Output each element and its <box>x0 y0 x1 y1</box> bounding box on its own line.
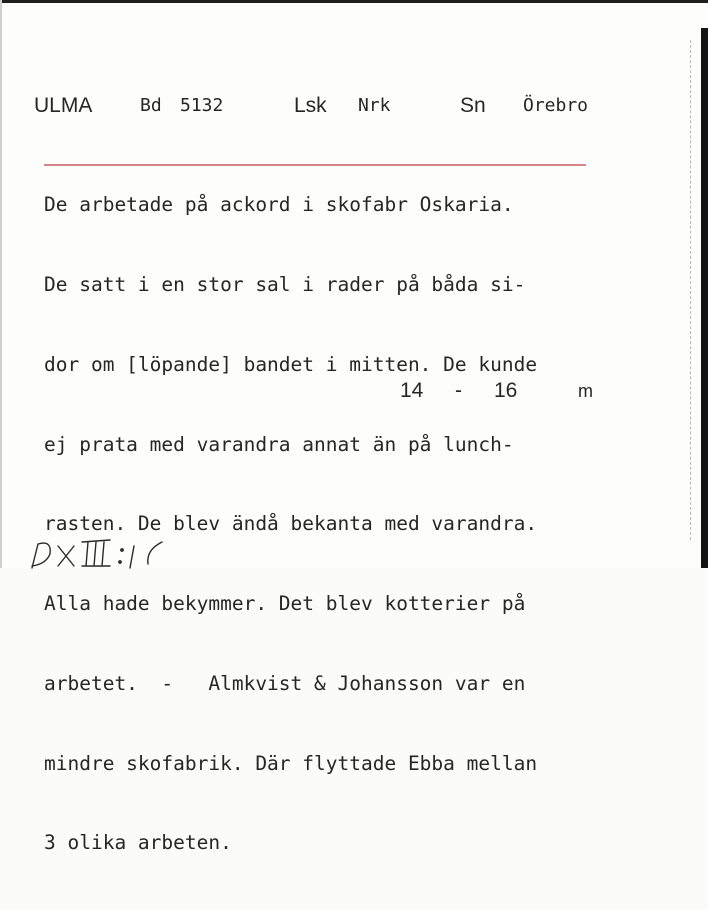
lsk-value: Nrk <box>358 95 391 116</box>
handwritten-archive-mark <box>22 530 192 568</box>
body-line: Alla hade bekymmer. Det blev kotterier på <box>44 592 526 616</box>
body-line: ej prata med varandra annat än på lunch- <box>44 432 514 456</box>
bd-number: 5132 <box>180 95 224 116</box>
sn-label: Sn <box>460 94 486 117</box>
age-to: 16 <box>494 379 518 402</box>
card-body-text <box>44 139 664 910</box>
perforation-line <box>690 40 691 540</box>
card-left-edge <box>0 0 2 568</box>
bd-label: Bd <box>140 95 162 116</box>
card-top-edge <box>0 0 708 3</box>
body-line: dor om [löpande] bandet i mitten. De kunde <box>44 352 538 376</box>
ulma-label: ULMA <box>34 94 93 117</box>
card-right-edge <box>701 28 708 568</box>
age-dash: - <box>455 379 462 402</box>
sn-value: Örebro <box>523 95 589 116</box>
body-line: arbetet. - Almkvist & Johansson var en <box>44 671 526 695</box>
body-line: mindre skofabrik. Där flyttade Ebba mellan <box>44 751 538 775</box>
age-from: 14 <box>400 379 424 402</box>
body-line: De satt i en stor sal i rader på båda si- <box>44 272 526 296</box>
body-line: De arbetade på ackord i skofabr Oskaria. <box>44 193 514 217</box>
lsk-label: Lsk <box>294 94 327 117</box>
body-line: 3 olika arbeten. <box>44 831 232 855</box>
sex-mark: m <box>578 381 593 401</box>
body-line: rasten. De blev ändå bekanta med varandra. <box>44 512 538 536</box>
